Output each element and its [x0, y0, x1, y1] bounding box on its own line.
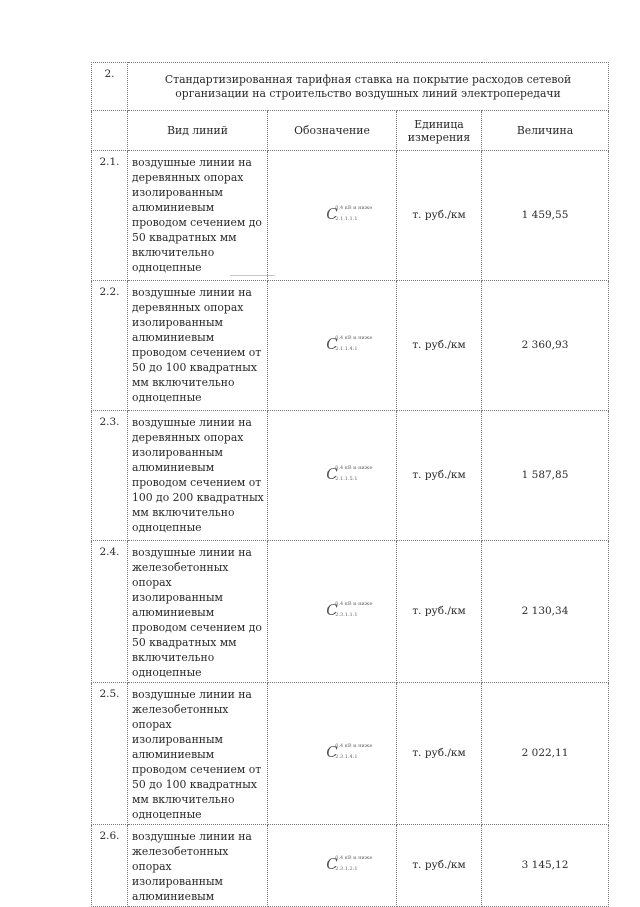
- table-row: [92, 151, 609, 281]
- line-type-description: воздушные линии на железобетонных опорах изолированным алюминиевым проводом сечением до 50 квадратных мм включительно одноцепные: [128, 541, 268, 683]
- symbol-subscript: 2.3.1.1.1: [335, 612, 358, 618]
- symbol-subscript: 2.1.1.5.1: [335, 476, 358, 482]
- designation-cell: [268, 683, 397, 825]
- unit-cell: т. руб./км: [397, 411, 482, 541]
- symbol-subscript: 2.1.1.4.1: [335, 346, 358, 352]
- header-row: [92, 111, 609, 151]
- tariff-symbol: C 0,4 кВ и ниже 2.3.1.2.1: [326, 855, 373, 873]
- value-cell: 1 587,85: [482, 411, 609, 541]
- tariff-symbol: C 0,4 кВ и ниже 2.1.1.5.1: [326, 465, 373, 483]
- table-row: [92, 541, 609, 683]
- unit-cell: т. руб./км: [397, 281, 482, 411]
- unit-cell: т. руб./км: [397, 683, 482, 825]
- designation-cell: [268, 281, 397, 411]
- designation-cell: [268, 825, 397, 907]
- unit-cell: т. руб./км: [397, 825, 482, 907]
- header-designation: Обозначение: [268, 111, 397, 151]
- unit-cell: т. руб./км: [397, 151, 482, 281]
- symbol-subscript: 2.3.1.4.1: [335, 754, 358, 760]
- header-value: Величина: [482, 111, 609, 151]
- section-title: Стандартизированная тарифная ставка на покрытие расходов сетевой организации на строительство воздушных линий электропередачи: [128, 63, 609, 111]
- value-cell: 3 145,12: [482, 825, 609, 907]
- tariff-symbol: C 0,4 кВ и ниже 2.1.1.1.1: [326, 205, 373, 223]
- symbol-superscript: 0,4 кВ и ниже: [335, 465, 373, 471]
- symbol-superscript: 0,4 кВ и ниже: [335, 335, 373, 341]
- table-row: [92, 411, 609, 541]
- row-number: 2.5.: [92, 683, 128, 825]
- symbol-subscript: 2.1.1.1.1: [335, 216, 358, 222]
- value-cell: 2 130,34: [482, 541, 609, 683]
- symbol-superscript: 0,4 кВ и ниже: [335, 205, 373, 211]
- value-cell: 2 360,93: [482, 281, 609, 411]
- symbol-superscript: 0,4 кВ и ниже: [335, 743, 373, 749]
- line-type-description: воздушные линии на железобетонных опорах изолированным алюминиевым проводом сечением от 50 до 100 квадратных мм включительно одноцепные: [128, 683, 268, 825]
- table-row: [92, 683, 609, 825]
- header-number-cell: [92, 111, 128, 151]
- row-number: 2.4.: [92, 541, 128, 683]
- symbol-superscript: 0,4 кВ и ниже: [335, 855, 373, 861]
- tariff-symbol: C 0,4 кВ и ниже 2.3.1.4.1: [326, 743, 373, 761]
- value-cell: 2 022,11: [482, 683, 609, 825]
- tariff-symbol: C 0,4 кВ и ниже 2.1.1.4.1: [326, 335, 373, 353]
- tariff-symbol: C 0,4 кВ и ниже 2.3.1.1.1: [326, 601, 373, 619]
- row-number: 2.3.: [92, 411, 128, 541]
- line-type-description: воздушные линии на деревянных опорах изолированным алюминиевым проводом сечением от 100 до 200 квадратных мм включительно одноцепные: [128, 411, 268, 541]
- line-type-description: воздушные линии на деревянных опорах изолированным алюминиевым проводом сечением до 50 квадратных мм включительно одноцепные: [128, 151, 268, 281]
- value-cell: 1 459,55: [482, 151, 609, 281]
- unit-cell: т. руб./км: [397, 541, 482, 683]
- row-number: 2.6.: [92, 825, 128, 907]
- line-type-description: воздушные линии на деревянных опорах изолированным алюминиевым проводом сечением от 50 до 100 квадратных мм включительно одноцепные: [128, 281, 268, 411]
- symbol-superscript: 0,4 кВ и ниже: [335, 601, 373, 607]
- designation-cell: [268, 151, 397, 281]
- designation-cell: [268, 541, 397, 683]
- section-title-row: [92, 63, 609, 111]
- scan-mark: [230, 275, 275, 276]
- header-unit: Единица измерения: [397, 111, 482, 151]
- tariff-table: [91, 62, 609, 907]
- header-type: Вид линий: [128, 111, 268, 151]
- row-number: 2.2.: [92, 281, 128, 411]
- symbol-subscript: 2.3.1.2.1: [335, 866, 358, 872]
- table-row: [92, 281, 609, 411]
- row-number: 2.1.: [92, 151, 128, 281]
- table-row: [92, 825, 609, 907]
- section-number: 2.: [92, 63, 128, 111]
- table-body: [92, 151, 609, 907]
- designation-cell: [268, 411, 397, 541]
- line-type-description: воздушные линии на железобетонных опорах изолированным алюминиевым: [128, 825, 268, 907]
